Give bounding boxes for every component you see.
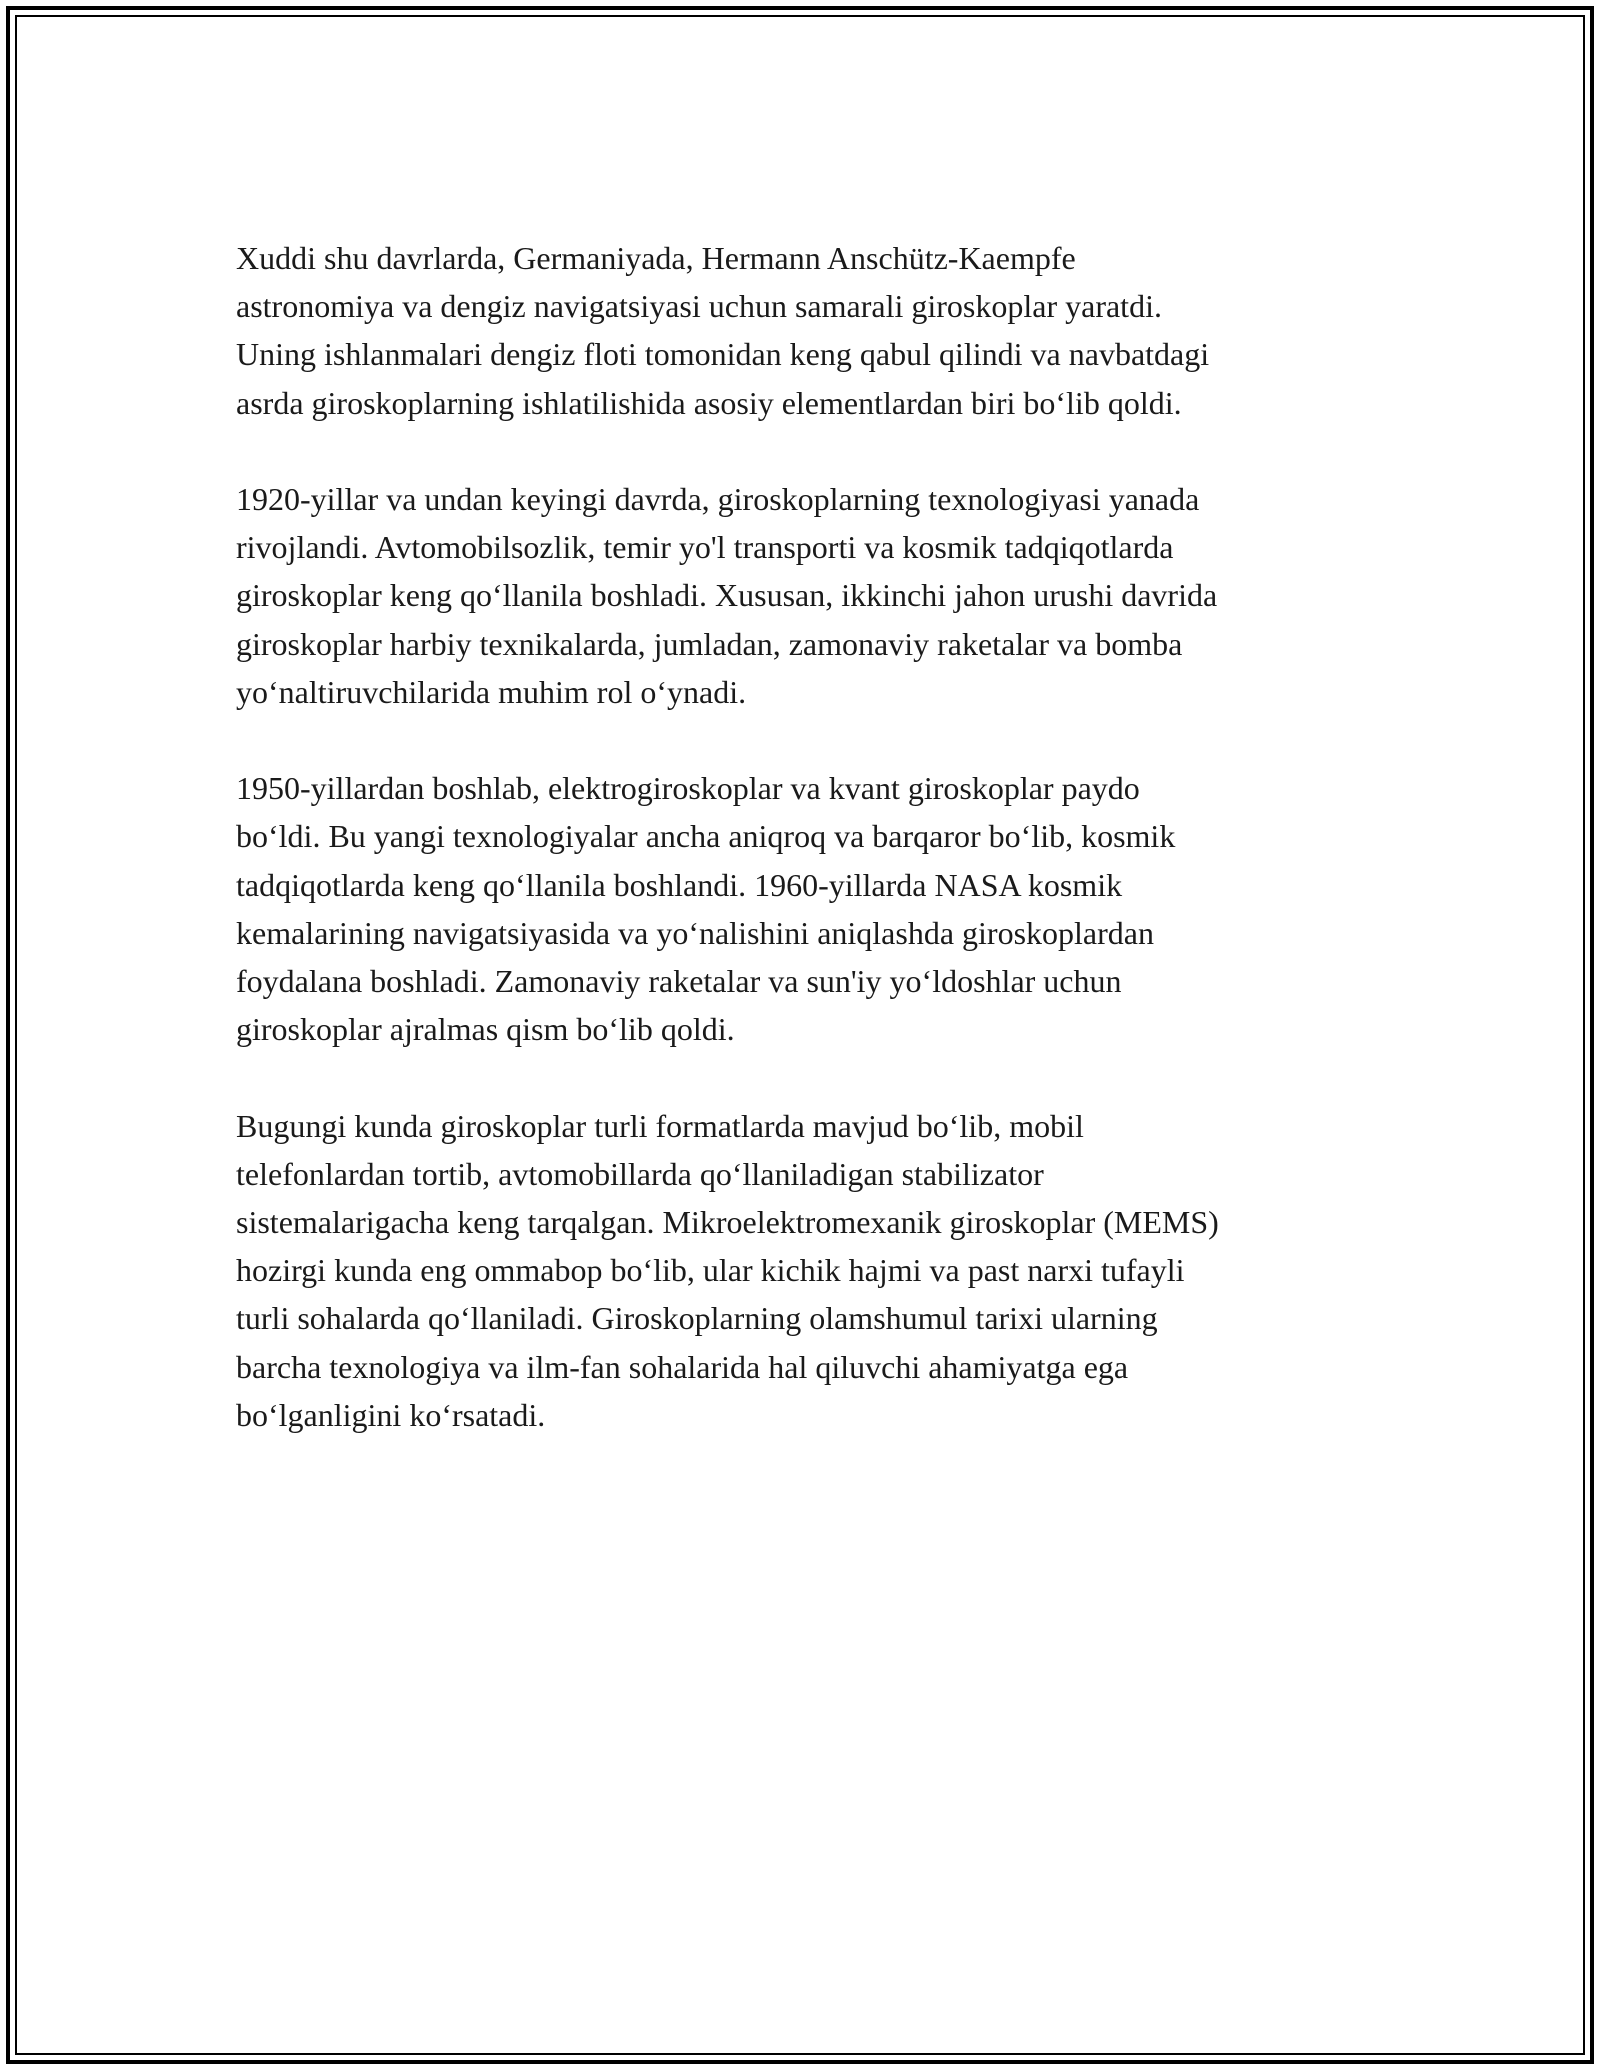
paragraph-3: 1950-yillardan boshlab, elektrogiroskoplar va kvant giroskoplar paydo boʻldi. Bu yangi texnologiyalar ancha aniqroq va barqaror boʻlib, kosmik tadqiqotlarda keng qoʻllanila boshlandi. 1960-yillarda NASA kosmik kemalarining navigatsiyasida va yoʻnalishini aniqlashda giroskoplardan foydalana boshladi. Zamonaviy raketalar va sun'iy yoʻldoshlar uchun giroskoplar ajralmas qism boʻlib qoldi. [236,770,1176,1048]
paragraph-1: Xuddi shu davrlarda, Germaniyada, Hermann Anschütz-Kaempfe astronomiya va dengiz navigatsiyasi uchun samarali giroskoplar yaratdi. Uning ishlanmalari dengiz floti tomonidan keng qabul qilindi va navbatdagi asrda giroskoplarning ishlatilishida asosiy elementlardan biri boʻlib qoldi. [236,240,1210,421]
paragraph-4: Bugungi kunda giroskoplar turli formatlarda mavjud boʻlib, mobil telefonlardan tortib, avtomobillarda qoʻllaniladigan stabilizator sistemalarigacha keng tarqalgan. Mikroelektromexanik giroskoplar (MEMS) hozirgi kunda eng ommabop boʻlib, ular kichik hajmi va past narxi tufayli turli sohalarda qoʻllaniladi. Giroskoplarning olamshumul tarixi ularning barcha texnologiya va ilm-fan sohalarida hal qiluvchi ahamiyatga ega boʻlganligini koʻrsatadi. [236,1107,1219,1433]
document-body [236,234,1386,1487]
paragraph-2: 1920-yillar va undan keyingi davrda, giroskoplarning texnologiyasi yanada rivojlandi. Avtomobilsozlik, temir yo'l transporti va kosmik tadqiqotlarda giroskoplar keng qoʻllanila boshladi. Xususan, ikkinchi jahon urushi davrida giroskoplar harbiy texnikalarda, jumladan, zamonaviy raketalar va bomba yoʻnaltiruvchilarida muhim rol oʻynadi. [236,481,1218,710]
